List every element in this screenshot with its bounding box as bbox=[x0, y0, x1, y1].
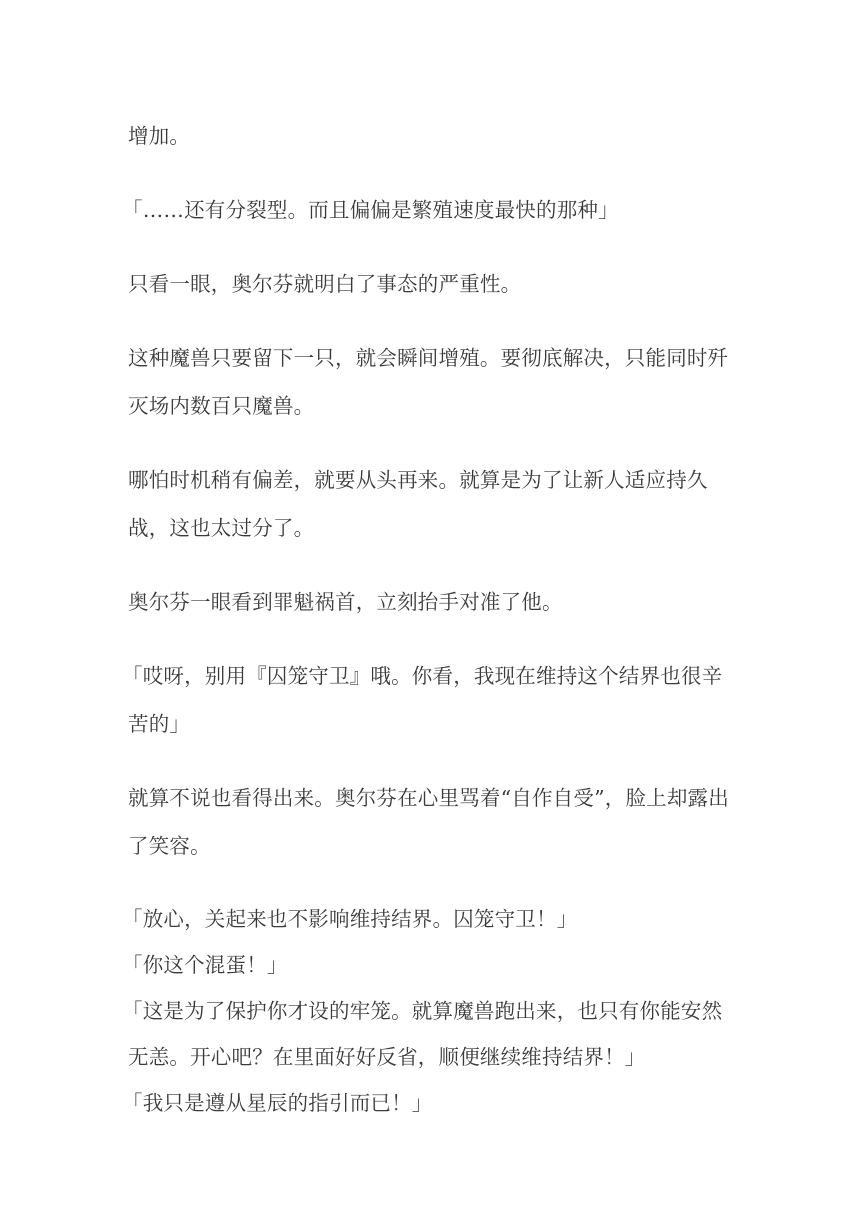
dialogue-paragraph: 「哎呀，别用『囚笼守卫』哦。你看，我现在维持这个结界也很辛苦的」 bbox=[122, 664, 723, 736]
paragraph: 增加。 bbox=[128, 124, 191, 148]
dialogue-paragraph: 「这是为了保护你才设的牢笼。就算魔兽跑出来，也只有你能安然无恙。开心吧？在里面好好反省，顺便继续维持结界！」 bbox=[122, 999, 723, 1069]
paragraph: 奥尔芬一眼看到罪魁祸首，立刻抬手对准了他。 bbox=[128, 590, 563, 614]
dialogue-paragraph: 「你这个混蛋！」 bbox=[122, 953, 288, 977]
dialogue-paragraph: 「……还有分裂型。而且偏偏是繁殖速度最快的那种」 bbox=[122, 198, 619, 222]
paragraph: 这种魔兽只要留下一只，就会瞬间增殖。要彻底解决，只能同时歼灭场内数百只魔兽。 bbox=[128, 346, 729, 418]
document-page bbox=[122, 112, 740, 1126]
dialogue-paragraph: 「放心，关起来也不影响维持结界。囚笼守卫！」 bbox=[122, 907, 578, 931]
paragraph: 只看一眼，奥尔芬就明白了事态的严重性。 bbox=[128, 272, 522, 296]
paragraph: 就算不说也看得出来。奥尔芬在心里骂着“自作自受”，脸上却露出了笑容。 bbox=[128, 786, 729, 858]
dialogue-paragraph: 「我只是遵从星辰的指引而已！」 bbox=[122, 1091, 433, 1115]
paragraph: 哪怕时机稍有偏差，就要从头再来。就算是为了让新人适应持久战，这也太过分了。 bbox=[128, 468, 708, 540]
